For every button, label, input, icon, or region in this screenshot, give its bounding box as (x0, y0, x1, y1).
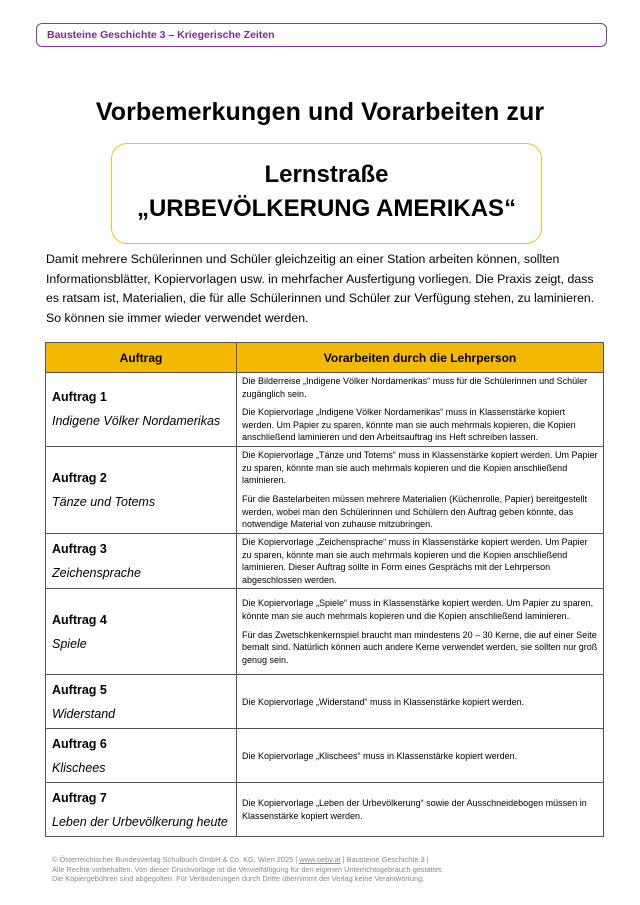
table-header-row (46, 343, 604, 373)
vorarbeiten-text: Für das Zwetschkenkernspiel braucht man mindestens 20 – 30 Kerne, die auf einer Seite bemalt sind. Natürlich können auch andere Kerne verwendet werden, sie sollten nur groß genug sein. (242, 629, 598, 665)
vorarbeiten-text: Die Bilderreise „Indigene Völker Nordamerikas“ muss für die Schülerinnen und Schüler zugänglich sein. (242, 376, 588, 399)
auftrag-number: Auftrag 6 (52, 736, 107, 751)
auftrag-cell (46, 533, 237, 588)
auftrag-cell (46, 589, 237, 675)
vorarbeiten-cell (237, 729, 604, 783)
vorarbeiten-text: Die Kopiervorlage „Zeichensprache“ muss in Klassenstärke kopiert werden. Um Papier zu sparen, könnte man sie auch mehrmals kopieren und die Kopien anschließend laminieren. Dieser Auftrag sollte in Form eines Gesprächs mit der Lehrperson abgeschlossen werden. (242, 536, 588, 585)
footer-series: | Bausteine Geschichte 3 | (340, 855, 429, 864)
vorarbeiten-text: Die Kopiervorlage „Indigene Völker Nordamerikas“ muss in Klassenstärke kopiert werden. Um Papier zu sparen, könnte man sie auch mehrmals kopieren, die Kopien anschließend laminieren und den Arbeitsauftrag ins Heft schreiben lassen. (242, 407, 576, 443)
footer-line-3: Die Kopiergebühren sind abgegolten. Für Veränderungen durch Dritte übernimmt der Verlag keine Verantwortung. (52, 874, 425, 884)
table-row (46, 675, 604, 729)
vorarbeiten-cell (237, 783, 604, 837)
header-label: Bausteine Geschichte 3 – Kriegerische Zeiten (47, 29, 275, 41)
auftrag-table (45, 342, 604, 837)
vorarbeiten-text: Die Kopiervorlage „Klischees“ muss in Klassenstärke kopiert werden. (242, 750, 518, 761)
vorarbeiten-text: Die Kopiervorlage „Leben der Urbevölkerung“ sowie der Ausschneidebogen müssen in Klassenstärke kopiert werden. (242, 798, 587, 821)
footer-line-2: Alle Rechte vorbehalten. Von dieser Druckvorlage ist die Vervielfältigung für den eigenen Unterrichtsgebrauch gestattet. (52, 864, 444, 874)
table-row (46, 589, 604, 675)
auftrag-number: Auftrag 1 (52, 390, 107, 405)
auftrag-topic: Spiele (52, 636, 87, 651)
vorarbeiten-text: Die Kopiervorlage „Widerstand“ muss in Klassenstärke kopiert werden. (242, 696, 525, 707)
vorarbeiten-text: Für die Bastelarbeiten müssen mehrere Materialien (Küchenrolle, Papier) bereitgestellt werden, wobei man den Schülerinnen und Schülern den Auftrag geben könnte, das notwendige Material von zuhause mitzubringen. (242, 493, 588, 530)
table-row (46, 533, 604, 588)
auftrag-number: Auftrag 7 (52, 790, 107, 805)
auftrag-cell (46, 783, 237, 837)
header-bar (36, 23, 607, 47)
vorarbeiten-text: Die Kopiervorlage „Tänze und Totems“ muss in Klassenstärke kopiert werden. Um Papier zu sparen, könnte man sie auch mehrmals kopieren und die Kopien anschließend laminieren. (242, 450, 598, 486)
vorarbeiten-cell (237, 675, 604, 729)
vorarbeiten-cell (237, 446, 604, 533)
intro-paragraph: Damit mehrere Schülerinnen und Schüler gleichzeitig an einer Station arbeiten können, sollten Informationsblätter, Kopiervorlagen usw. in mehrfacher Ausfertigung vorliegen. Die Praxis zeigt, dass es ratsam ist, Materialien, die für alle Schülerinnen und Schüler zur Verfügung stehen, zu laminieren. So können sie immer wieder verwendet werden. (46, 252, 595, 325)
footer-copyright: © Österreichischer Bundesverlag Schulbuch GmbH & Co. KG, Wien 2025 | (52, 855, 300, 864)
column-header-auftrag: Auftrag (46, 343, 237, 373)
publisher-link[interactable]: www.oebv.at (299, 855, 341, 864)
auftrag-number: Auftrag 2 (52, 470, 107, 485)
auftrag-cell (46, 446, 237, 533)
auftrag-topic: Leben der Urbevölkerung heute (52, 814, 228, 829)
column-header-vorarbeiten: Vorarbeiten durch die Lehrperson (237, 343, 604, 373)
page-title: Vorbemerkungen und Vorarbeiten zur (95, 98, 545, 126)
auftrag-cell (46, 373, 237, 447)
vorarbeiten-cell (237, 589, 604, 675)
table-row (46, 783, 604, 837)
auftrag-topic: Zeichensprache (52, 566, 141, 581)
auftrag-number: Auftrag 3 (52, 542, 107, 557)
auftrag-topic: Klischees (52, 760, 106, 775)
table-row (46, 446, 604, 533)
vorarbeiten-cell (237, 533, 604, 588)
auftrag-topic: Indigene Völker Nordamerikas (52, 414, 221, 429)
auftrag-topic: Tänze und Totems (52, 494, 156, 509)
auftrag-cell (46, 729, 237, 783)
table-row (46, 373, 604, 447)
auftrag-topic: Widerstand (52, 706, 116, 721)
vorarbeiten-cell (237, 373, 604, 447)
footer-line-1 (52, 855, 612, 865)
lernstrasse-title: Lernstraße (264, 160, 389, 188)
footer (52, 855, 612, 884)
auftrag-number: Auftrag 5 (52, 682, 107, 697)
vorarbeiten-text: Die Kopiervorlage „Spiele“ muss in Klassenstärke kopiert werden. Um Papier zu sparen, könnte man sie auch mehrmals kopieren und die Kopien anschließend laminieren. (242, 598, 594, 621)
lernstrasse-box (111, 143, 542, 244)
auftrag-cell (46, 675, 237, 729)
lernstrasse-subtitle: „URBEVÖLKERUNG AMERIKAS“ (136, 194, 517, 222)
auftrag-number: Auftrag 4 (52, 612, 107, 627)
table-row (46, 729, 604, 783)
